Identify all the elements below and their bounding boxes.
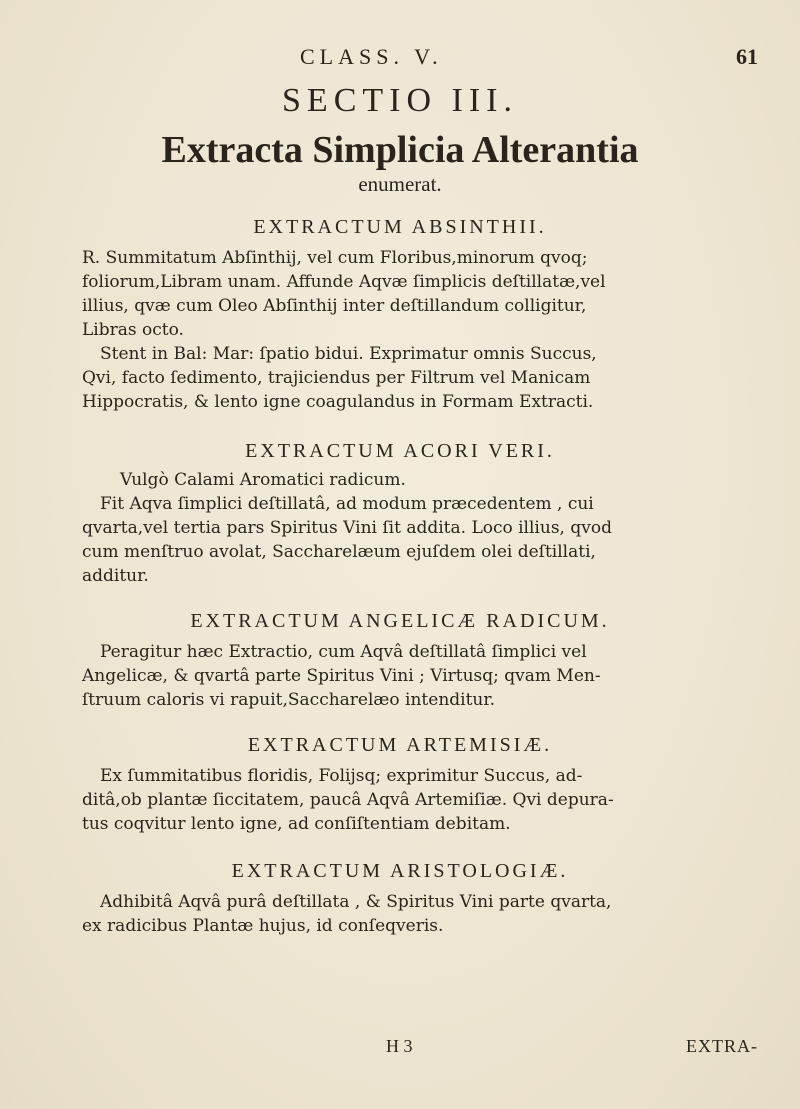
text-line: cum menſtruo avolat, Saccharelæum ejuſdem olei deſtillati, bbox=[82, 542, 596, 562]
text-line: Angelicæ, & qvartâ parte Spiritus Vini ; Virtusq; qvam Men- bbox=[82, 666, 601, 686]
signature-mark: H 3 bbox=[386, 1036, 413, 1056]
section-number: SECTIO III. bbox=[282, 82, 518, 119]
text-line: Libras octo. bbox=[82, 320, 184, 340]
page-subtitle: enumerat. bbox=[358, 172, 442, 196]
heading-absinthii: EXTRACTUM ABSINTHII. bbox=[253, 216, 547, 238]
text-line: Hippocratis, & lento igne coagulandus in Formam Extracti. bbox=[82, 392, 594, 412]
text-line: R. Summitatum Abſinthij, vel cum Floribus,minorum qvoq; bbox=[82, 248, 588, 268]
text-line: Vulgò Calami Aromatici radicum. bbox=[120, 470, 406, 490]
heading-acori-veri: EXTRACTUM ACORI VERI. bbox=[245, 440, 555, 462]
text-line: foliorum,Libram unam. Affunde Aqvæ ſimplicis deſtillatæ,vel bbox=[82, 272, 606, 292]
running-head bbox=[0, 44, 800, 70]
text-line: Fit Aqva ſimplici deſtillatâ, ad modum præcedentem , cui bbox=[100, 494, 594, 514]
heading-artemisiae: EXTRACTUM ARTEMISIÆ. bbox=[247, 734, 553, 756]
text-line: illius, qvæ cum Oleo Abſinthij inter deſtillandum colligitur, bbox=[82, 296, 587, 316]
text-line: ſtruum caloris vi rapuit,Saccharelæo intenditur. bbox=[82, 690, 496, 710]
catchword: EXTRA- bbox=[686, 1036, 758, 1056]
text-line: Adhibitâ Aqvâ purâ deſtillata , & Spiritus Vini parte qvarta, bbox=[100, 892, 612, 912]
page-number: 61 bbox=[736, 44, 758, 69]
text-line: Stent in Bal: Mar: ſpatio bidui. Exprimatur omnis Succus, bbox=[100, 344, 597, 364]
text-line: additur. bbox=[82, 566, 149, 586]
heading-aristologiae: EXTRACTUM ARISTOLOGIÆ. bbox=[231, 860, 569, 882]
text-line: ex radicibus Plantæ hujus, id conſeqveris. bbox=[82, 916, 444, 936]
text-line: Qvi, facto ſedimento, trajiciendus per Filtrum vel Manicam bbox=[82, 368, 591, 388]
page-title: Extracta Simplicia Alterantia bbox=[161, 129, 639, 171]
heading-angelicae: EXTRACTUM ANGELICÆ RADICUM. bbox=[190, 610, 610, 632]
text-line: tus coqvitur lento igne, ad conſiſtentiam debitam. bbox=[82, 814, 511, 834]
text-line: Peragitur hæc Extractio, cum Aqvâ deſtillatâ ſimplici vel bbox=[100, 642, 587, 662]
text-line: ditâ,ob plantæ ſiccitatem, paucâ Aqvâ Artemiſiæ. Qvi depura- bbox=[82, 790, 614, 810]
class-label: CLASS. V. bbox=[300, 44, 443, 69]
text-line: qvarta,vel tertia pars Spiritus Vini ſit addita. Loco illius, qvod bbox=[82, 518, 612, 538]
text-line: Ex ſummitatibus floridis, Folijsq; exprimitur Succus, ad- bbox=[100, 766, 583, 786]
